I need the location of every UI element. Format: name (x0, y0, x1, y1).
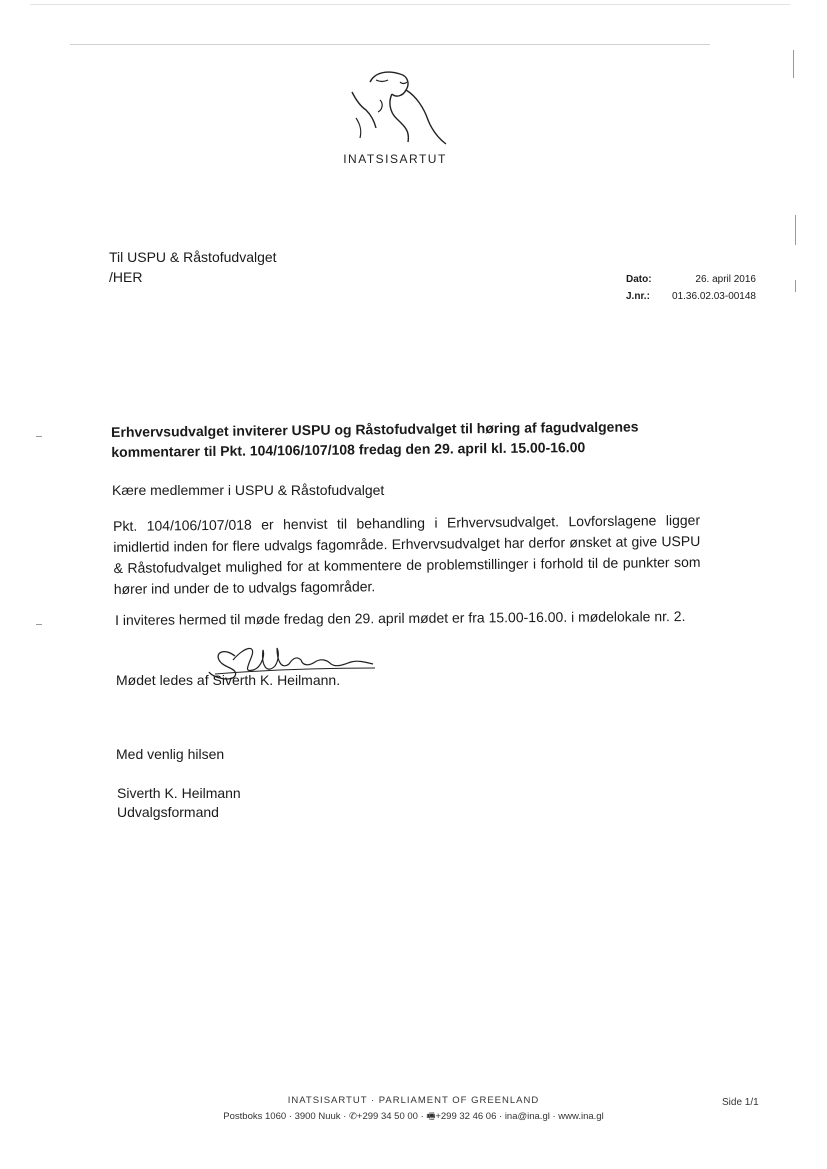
polar-bear-emblem-icon (330, 60, 460, 150)
signatory-name: Siverth K. Heilmann (117, 785, 241, 801)
body-paragraph: Pkt. 104/106/107/018 er henvist til behandling i Erhvervsudvalget. Lovforslagene ligger imidlertid inden for flere udvalgs fagområde. Erhvervsudvalget har derfor ønsket at give USPU & Råstofudvalget mulighed for at kommentere de problemstillinger i forhold til de punkter som hører ind under de to udvalgs fagområder. (113, 511, 701, 597)
date-value: 26. april 2016 (695, 274, 756, 285)
chair-line: Mødet ledes af Siverth K. Heilmann. (116, 672, 341, 688)
greeting: Kære medlemmer i USPU & Råstofudvalget (112, 482, 385, 498)
recipient-block (109, 247, 277, 287)
footer-organization: INATSISARTUT · PARLIAMENT OF GREENLAND (287, 1095, 540, 1106)
scan-artifact-top (30, 4, 790, 5)
recipient-line: Til USPU & Råstofudvalget (109, 249, 277, 265)
page-number: Side 1/1 (722, 1097, 759, 1108)
date-label: Dato: (626, 274, 652, 285)
recipient-line: /HER (109, 269, 143, 285)
journal-number-label: J.nr.: (626, 291, 650, 302)
inatsisartut-logo (330, 60, 460, 175)
body-paragraph: I inviteres hermed til møde fredag den 29. april mødet er fra 15.00-16.00. i mødelokale nr. 2. (115, 608, 686, 628)
scan-mark (795, 215, 796, 245)
footer-contact: Postboks 1060 · 3900 Nuuk · ✆+299 34 50 00 · 🖷+299 32 46 06 · ina@ina.gl · www.ina.gl (223, 1111, 604, 1122)
scan-mark (36, 436, 42, 437)
date-row (626, 271, 756, 288)
scan-mark (795, 280, 796, 292)
journal-number-row (626, 288, 756, 305)
logo-wordmark: INATSISARTUT (343, 152, 447, 166)
subject-line: kommentarer til Pkt. 104/106/107/108 fredag den 29. april kl. 15.00-16.00 (111, 439, 586, 460)
scan-artifact-line (70, 44, 710, 45)
subject-line: Erhvervsudvalget inviterer USPU og Råstofudvalget til høring af fagudvalgenes (111, 418, 639, 440)
letter-subject (111, 416, 671, 462)
scan-mark (793, 50, 794, 78)
metadata-block (626, 271, 756, 305)
signatory-title: Udvalgsformand (117, 804, 219, 820)
scan-mark (36, 624, 42, 625)
journal-number-value: 01.36.02.03-00148 (672, 291, 756, 302)
signatory-block (117, 784, 241, 822)
closing-salutation: Med venlig hilsen (116, 746, 225, 762)
